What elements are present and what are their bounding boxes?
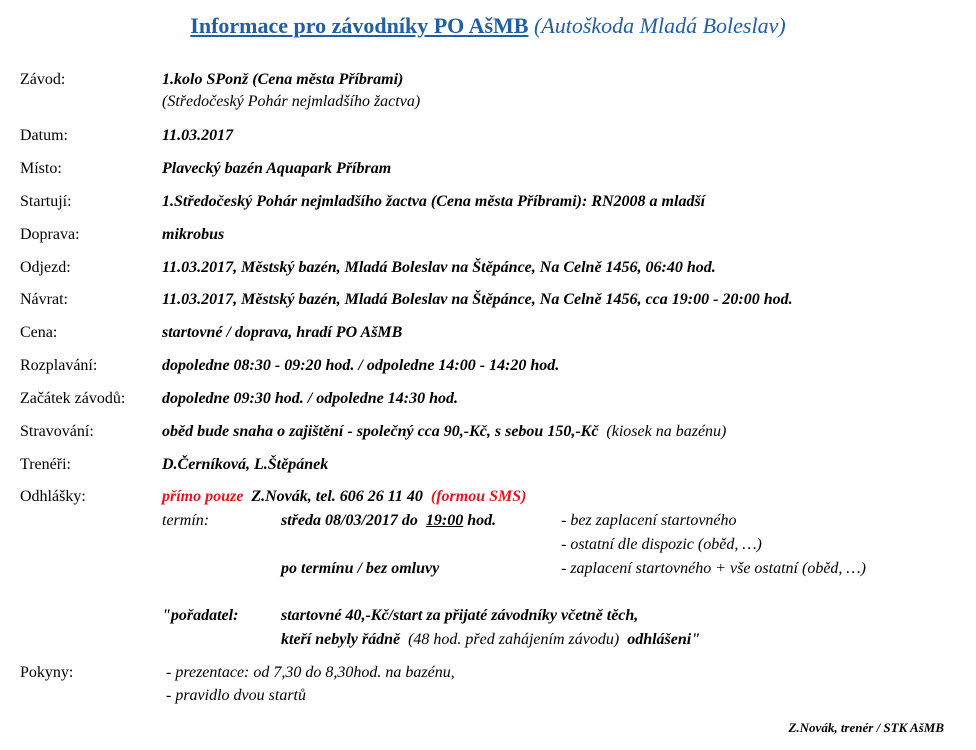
signature: Z.Novák, trenér / STK AšMB bbox=[788, 720, 944, 735]
label-zacatek: Začátek závodů: bbox=[20, 390, 126, 407]
termin-label: termín: bbox=[162, 512, 210, 529]
value-zavod: 1.kolo SPonž (Cena města Příbrami) bbox=[162, 71, 404, 88]
label-treneri: Trenéři: bbox=[20, 456, 71, 473]
label-cena: Cena: bbox=[20, 324, 58, 341]
value-odjezd: 11.03.2017, Městský bazén, Mladá Boleslav na Štěpánce, Na Celně 1456, 06:40 hod. bbox=[162, 259, 716, 276]
value-doprava: mikrobus bbox=[162, 226, 225, 243]
value-misto: Plavecký bazén Aquapark Příbram bbox=[162, 160, 392, 177]
poradatel-line2a: kteří nebyly řádně bbox=[281, 631, 401, 648]
stravovani-note: (kiosek na bazénu) bbox=[606, 423, 727, 440]
value-zacatek: dopoledne 09:30 hod. / odpoledne 14:30 hod. bbox=[162, 390, 458, 407]
termin-date-b: hod. bbox=[467, 512, 497, 529]
label-startuji: Startují: bbox=[20, 193, 72, 210]
label-datum: Datum: bbox=[20, 127, 68, 144]
value-rozplavani: dopoledne 08:30 - 09:20 hod. / odpoledne 14:00 - 14:20 hod. bbox=[162, 357, 560, 374]
value-stravovani bbox=[162, 422, 726, 442]
condition-1: - bez zaplacení startovného bbox=[561, 512, 737, 529]
value-cena: startovné / doprava, hradí PO AšMB bbox=[162, 324, 403, 341]
label-misto: Místo: bbox=[20, 160, 62, 177]
label-doprava: Doprava: bbox=[20, 226, 80, 243]
label-navrat: Návrat: bbox=[20, 291, 68, 308]
value-navrat: 11.03.2017, Městský bazén, Mladá Boleslav na Štěpánce, Na Celně 1456, cca 19:00 - 20:00 hod. bbox=[162, 291, 793, 308]
odhlasky-contact: Z.Novák, tel. 606 26 11 40 bbox=[251, 488, 423, 505]
poradatel-label: "pořadatel: bbox=[162, 607, 239, 624]
condition-2: - ostatní dle dispozic (oběd, …) bbox=[561, 536, 762, 553]
poradatel-line2b: (48 hod. před zahájením závodu) bbox=[408, 631, 620, 648]
po-terminu: po termínu / bez omluvy bbox=[281, 560, 440, 577]
label-zavod: Závod: bbox=[20, 71, 66, 88]
pokyny-line2: - pravidlo dvou startů bbox=[166, 687, 306, 704]
label-odhlasky: Odhlášky: bbox=[20, 488, 86, 505]
label-stravovani: Stravování: bbox=[20, 423, 94, 440]
value-startuji: 1.Středočeský Pohár nejmladšího žactva (Cena města Příbrami): RN2008 a mladší bbox=[162, 193, 706, 210]
title-main: Informace pro závodníky PO AšMB bbox=[190, 13, 529, 38]
label-odjezd: Odjezd: bbox=[20, 259, 71, 276]
value-zavod-sub: (Středočeský Pohár nejmladšího žactva) bbox=[162, 93, 421, 110]
condition-3: - zaplacení startovného + vše ostatní (oběd, …) bbox=[561, 560, 866, 577]
value-odhlasky bbox=[162, 487, 526, 507]
stravovani-text: oběd bude snaha o zajištění - společný cca 90,-Kč, s sebou 150,-Kč bbox=[162, 423, 599, 440]
label-pokyny: Pokyny: bbox=[20, 664, 74, 681]
value-datum: 11.03.2017 bbox=[162, 127, 234, 144]
poradatel-line2c: odhlášeni" bbox=[627, 631, 701, 648]
title-sub: (Autoškoda Mladá Boleslav) bbox=[533, 13, 786, 38]
poradatel-line1: startovné 40,-Kč/start za přijaté závodníky včetně těch, bbox=[281, 607, 639, 624]
odhlasky-sms: (formou SMS) bbox=[430, 488, 527, 505]
label-rozplavani: Rozplavání: bbox=[20, 357, 98, 374]
odhlasky-primo: přímo pouze bbox=[162, 488, 244, 505]
value-treneri: D.Černíková, L.Štěpánek bbox=[162, 456, 329, 473]
page-title bbox=[0, 12, 976, 40]
poradatel-line2 bbox=[281, 630, 700, 650]
termin-date-a: středa 08/03/2017 do bbox=[281, 512, 418, 529]
termin-time: 19:00 bbox=[425, 512, 464, 529]
pokyny-line1: - prezentace: od 7,30 do 8,30hod. na bazénu, bbox=[166, 664, 455, 681]
termin-date bbox=[281, 511, 496, 531]
